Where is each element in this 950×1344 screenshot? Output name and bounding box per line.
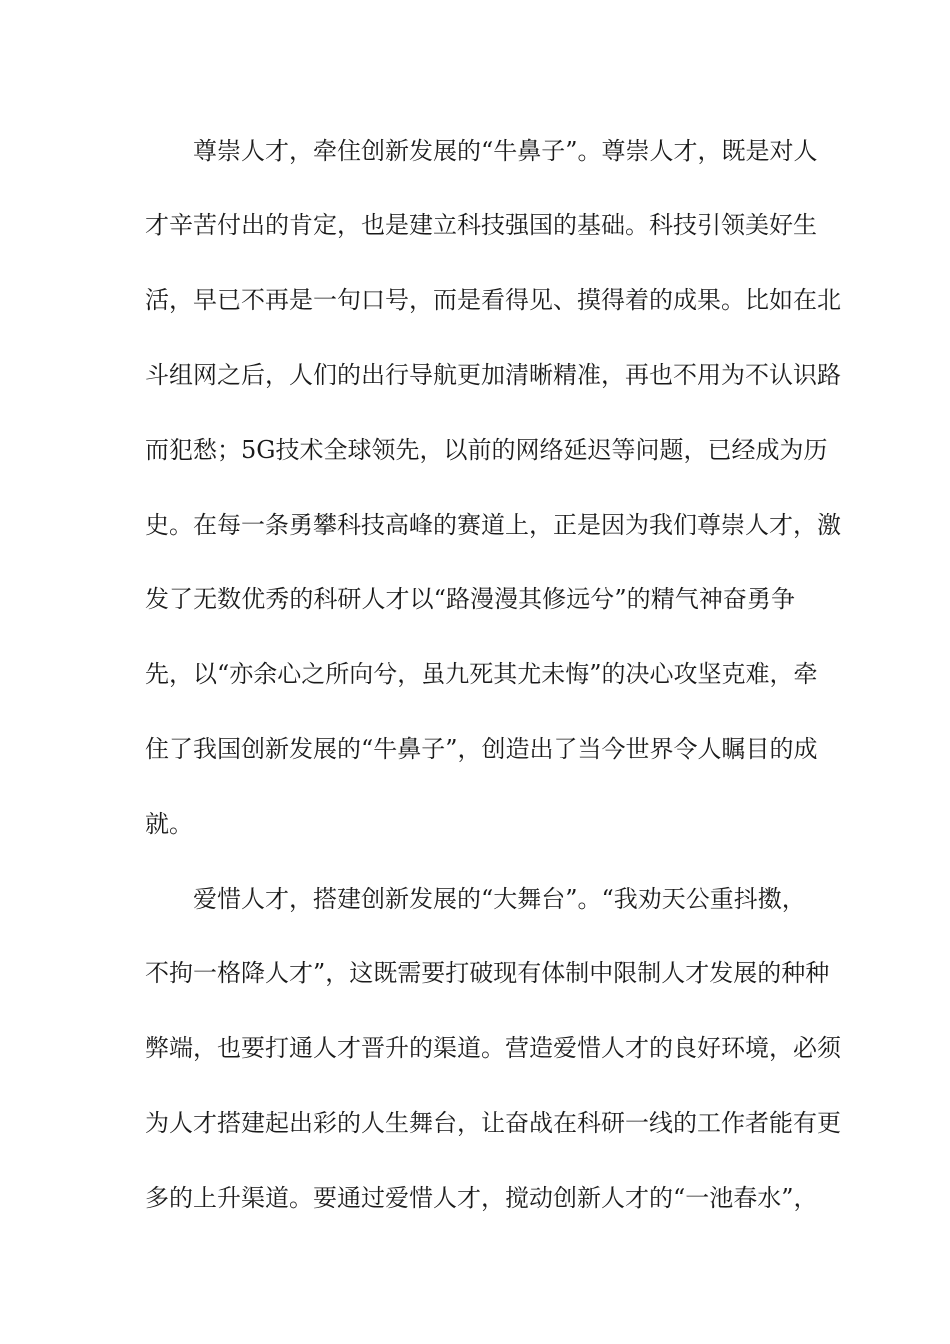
paragraph-2-line-4: 为人才搭建起出彩的人生舞台，让奋战在科研一线的工作者能有更	[145, 1109, 841, 1137]
paragraph-2-line-3: 弊端，也要打通人才晋升的渠道。营造爱惜人才的良好环境，必须	[145, 1034, 841, 1062]
paragraph-1-line-6: 史。在每一条勇攀科技高峰的赛道上，正是因为我们尊崇人才，激	[145, 511, 841, 539]
paragraph-2-line-2: 不拘一格降人才”，这既需要打破现有体制中限制人才发展的种种	[145, 959, 830, 987]
paragraph-1-line-2: 才辛苦付出的肯定，也是建立科技强国的基础。科技引领美好生	[145, 211, 817, 239]
paragraph-1-line-5: 而犯愁；5G技术全球领先，以前的网络延迟等问题，已经成为历	[145, 436, 828, 464]
paragraph-1-line-4: 斗组网之后，人们的出行导航更加清晰精准，再也不用为不认识路	[145, 361, 841, 389]
paragraph-1-line-7: 发了无数优秀的科研人才以“路漫漫其修远兮”的精气神奋勇争	[145, 585, 795, 613]
paragraph-1-line-3: 活，早已不再是一句口号，而是看得见、摸得着的成果。比如在北	[145, 286, 841, 314]
paragraph-1-line-1: 尊崇人才，牵住创新发展的“牛鼻子”。尊崇人才，既是对人	[193, 137, 818, 165]
paragraph-2-line-1: 爱惜人才，搭建创新发展的“大舞台”。“我劝天公重抖擞，	[193, 885, 806, 913]
paragraph-2-line-5: 多的上升渠道。要通过爱惜人才，搅动创新人才的“一池春水”，	[145, 1184, 818, 1212]
paragraph-1-line-10: 就。	[145, 810, 193, 838]
paragraph-1-line-8: 先，以“亦余心之所向兮，虽九死其尤未悔”的决心攻坚克难，牵	[145, 660, 818, 688]
paragraph-1-line-9: 住了我国创新发展的“牛鼻子”，创造出了当今世界令人瞩目的成	[145, 735, 818, 763]
